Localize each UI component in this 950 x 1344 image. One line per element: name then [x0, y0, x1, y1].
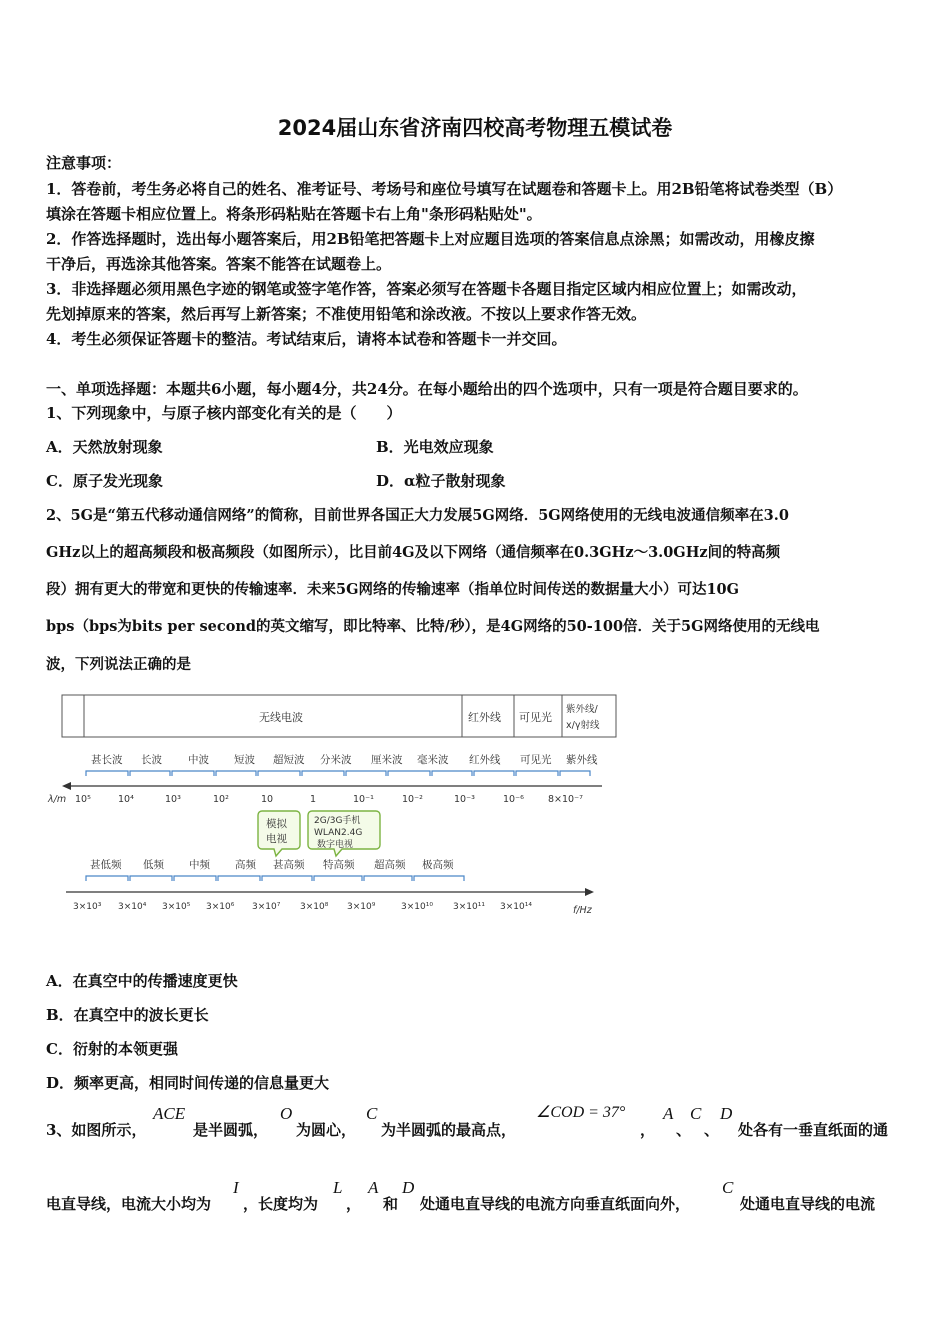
q3-math-angle: ∠COD = 37° — [536, 1104, 626, 1121]
band-infrared-label: 红外线 — [468, 711, 501, 724]
svg-text:2G/3G手机: 2G/3G手机 — [314, 816, 361, 826]
q3-math-c3: C — [722, 1178, 734, 1197]
freq-tick: 3×10³ — [73, 902, 102, 912]
q3-math-o: O — [280, 1104, 293, 1123]
q3-text: ， — [640, 1121, 656, 1139]
q3-text: 处通电直导线的电流方向垂直纸面向外， — [420, 1195, 691, 1213]
q2-line: GHz以上的超高频段和极高频段（如图所示），比目前4G及以下网络（通信频率在0.3GHz～3.0GHz间的特高频 — [46, 544, 781, 561]
lambda-tick: 10⁻³ — [454, 794, 475, 805]
wave-band-brackets — [86, 771, 590, 776]
wave-name: 长波 — [141, 754, 162, 766]
q3-text: 和 — [383, 1195, 399, 1213]
lambda-tick: 10 — [261, 794, 274, 805]
band-radio-label: 无线电波 — [259, 711, 303, 724]
q2-line: 段）拥有更大的带宽和更快的传输速率．未来5G网络的传输速率（指单位时间传送的数据量大小）可达10G — [46, 581, 740, 598]
wave-name: 分米波 — [320, 754, 352, 766]
q1-option-c: C．原子发光现象 — [46, 472, 163, 490]
notice-line: 2．作答选择题时，选出每小题答案后，用2B铅笔把答题卡上对应题目选项的答案信息点涂黑；如需改动，用橡皮擦 — [46, 230, 815, 248]
q3-math-a: A — [663, 1104, 674, 1123]
callout-analog-tv — [258, 811, 300, 856]
lambda-tick: 10⁻¹ — [353, 794, 374, 805]
freq-tick: 3×10⁹ — [347, 902, 376, 912]
notice-line: 填涂在答题卡相应位置上。将条形码粘贴在答题卡右上角"条形码粘贴处"。 — [46, 205, 542, 223]
freq-name: 中频 — [189, 859, 210, 871]
lambda-tick: 10⁵ — [75, 794, 91, 805]
freq-name: 超高频 — [374, 859, 406, 871]
q1-option-a: A．天然放射现象 — [46, 438, 163, 456]
q3-text: 处各有一垂直纸面的通 — [738, 1121, 889, 1139]
wave-name: 甚长波 — [91, 754, 123, 766]
q3-text: ， — [346, 1195, 362, 1213]
q3-math-d: D — [720, 1104, 733, 1123]
svg-text:电视: 电视 — [266, 833, 287, 845]
notice-line: 4．考生必须保证答题卡的整洁。考试结束后，请将本试卷和答题卡一并交回。 — [46, 330, 567, 348]
lambda-tick: 10² — [213, 794, 229, 805]
band-xray-label: x/γ射线 — [566, 720, 600, 731]
q3-text: 为半圆弧的最高点， — [381, 1121, 517, 1139]
svg-text:数字电视: 数字电视 — [317, 840, 354, 850]
wave-name: 毫米波 — [417, 754, 449, 766]
notice-heading: 注意事项： — [46, 154, 122, 172]
wavelength-axis-arrow — [62, 782, 71, 790]
lambda-tick: 10³ — [165, 794, 181, 805]
q2-option-b: B．在真空中的波长更长 — [46, 1006, 209, 1024]
q1-option-b: B．光电效应现象 — [376, 438, 494, 456]
page-title: 2024届山东省济南四校高考物理五模试卷 — [277, 116, 673, 140]
freq-name: 甚低频 — [90, 859, 122, 871]
freq-tick: 3×10⁴ — [118, 902, 147, 912]
q3-text: 、 — [704, 1121, 720, 1139]
svg-text:WLAN2.4G: WLAN2.4G — [314, 828, 363, 838]
q3-text: 电直导线，电流大小均为 — [46, 1195, 212, 1213]
band-visible-label: 可见光 — [519, 711, 552, 724]
freq-tick: 3×10⁸ — [300, 902, 329, 912]
freq-name: 甚高频 — [273, 859, 305, 871]
wave-name: 可见光 — [520, 754, 552, 766]
q2-line: bps（bps为bits per second的英文缩写，即比特率、比特/秒），是4G网络的50-100倍．关于5G网络使用的无线电 — [46, 618, 820, 635]
q1-option-d: D．α粒子散射现象 — [376, 472, 506, 490]
freq-tick: 3×10⁵ — [162, 902, 191, 912]
q3-text: 、 — [676, 1121, 692, 1139]
lambda-tick: 10⁻² — [402, 794, 423, 805]
band-uv-label: 紫外线/ — [566, 704, 598, 715]
q3-text: 是半圆弧， — [193, 1121, 269, 1139]
notice-line: 干净后，再选涂其他答案。答案不能答在试题卷上。 — [46, 255, 392, 273]
q3-text: ，长度均为 — [243, 1195, 319, 1213]
q3-math-a2: A — [368, 1178, 379, 1197]
freq-name: 极高频 — [422, 859, 454, 871]
lambda-tick: 10⁻⁶ — [503, 794, 524, 805]
q2-option-d: D．频率更高，相同时间传递的信息量更大 — [46, 1074, 330, 1092]
svg-text:模拟: 模拟 — [266, 818, 287, 830]
frequency-axis-arrow — [585, 888, 594, 896]
wave-name: 紫外线 — [566, 754, 598, 766]
q3-math-l: L — [333, 1178, 343, 1197]
q3-math-ace: ACE — [153, 1104, 186, 1123]
lambda-tick: 1 — [310, 794, 317, 805]
q3-text: 为圆心， — [296, 1121, 357, 1139]
q2-line: 波，下列说法正确的是 — [46, 656, 191, 673]
freq-tick: 3×10⁶ — [206, 902, 235, 912]
em-spectrum-figure — [44, 688, 624, 923]
freq-tick: 3×10¹¹ — [453, 902, 485, 912]
section-heading: 一、单项选择题：本题共6小题，每小题4分，共24分。在每小题给出的四个选项中，只有一项是符合题目要求的。 — [46, 380, 808, 398]
q2-line: 2、5G是“第五代移动通信网络”的简称，目前世界各国正大力发展5G网络．5G网络使用的无线电波通信频率在3.0 — [46, 507, 789, 524]
q3-math-c: C — [366, 1104, 378, 1123]
frequency-axis-label: f/Hz — [573, 905, 592, 916]
q3-text: 处通电直导线的电流 — [740, 1195, 876, 1213]
q3-math-d2: D — [402, 1178, 415, 1197]
freq-name: 低频 — [143, 859, 164, 871]
q2-option-c: C．衍射的本领更强 — [46, 1040, 178, 1058]
wave-name: 短波 — [234, 754, 255, 766]
freq-name: 特高频 — [323, 859, 355, 871]
wave-name: 中波 — [188, 754, 209, 766]
freq-tick: 3×10¹⁴ — [500, 902, 532, 912]
freq-tick: 3×10⁷ — [252, 902, 281, 912]
wave-name: 超短波 — [273, 754, 305, 766]
wave-name: 红外线 — [469, 754, 501, 766]
q3-math-i: I — [233, 1178, 239, 1197]
wavelength-axis-label: λ/m — [48, 794, 67, 805]
lambda-tick: 10⁴ — [118, 794, 134, 805]
freq-band-brackets — [86, 876, 464, 881]
freq-tick: 3×10¹⁰ — [401, 902, 433, 912]
q2-option-a: A．在真空中的传播速度更快 — [46, 972, 238, 990]
wave-name: 厘米波 — [371, 754, 403, 766]
freq-name: 高频 — [235, 859, 256, 871]
notice-line: 1．答卷前，考生务必将自己的姓名、准考证号、考场号和座位号填写在试题卷和答题卡上。用2B铅笔将试卷类型（B） — [46, 180, 843, 198]
q3-math-c2: C — [690, 1104, 702, 1123]
lambda-tick: 8×10⁻⁷ — [548, 794, 583, 805]
q3-text: 3、如图所示， — [46, 1121, 147, 1139]
callout-mobile-wlan — [308, 811, 380, 856]
notice-line: 3．非选择题必须用黑色字迹的钢笔或签字笔作答，答案必须写在答题卡各题目指定区域内相应位置上；如需改动， — [46, 280, 807, 298]
notice-line: 先划掉原来的答案，然后再写上新答案；不准使用铅笔和涂改液。不按以上要求作答无效。 — [46, 305, 647, 323]
q1-stem: 1、下列现象中，与原子核内部变化有关的是（ ） — [46, 404, 402, 422]
